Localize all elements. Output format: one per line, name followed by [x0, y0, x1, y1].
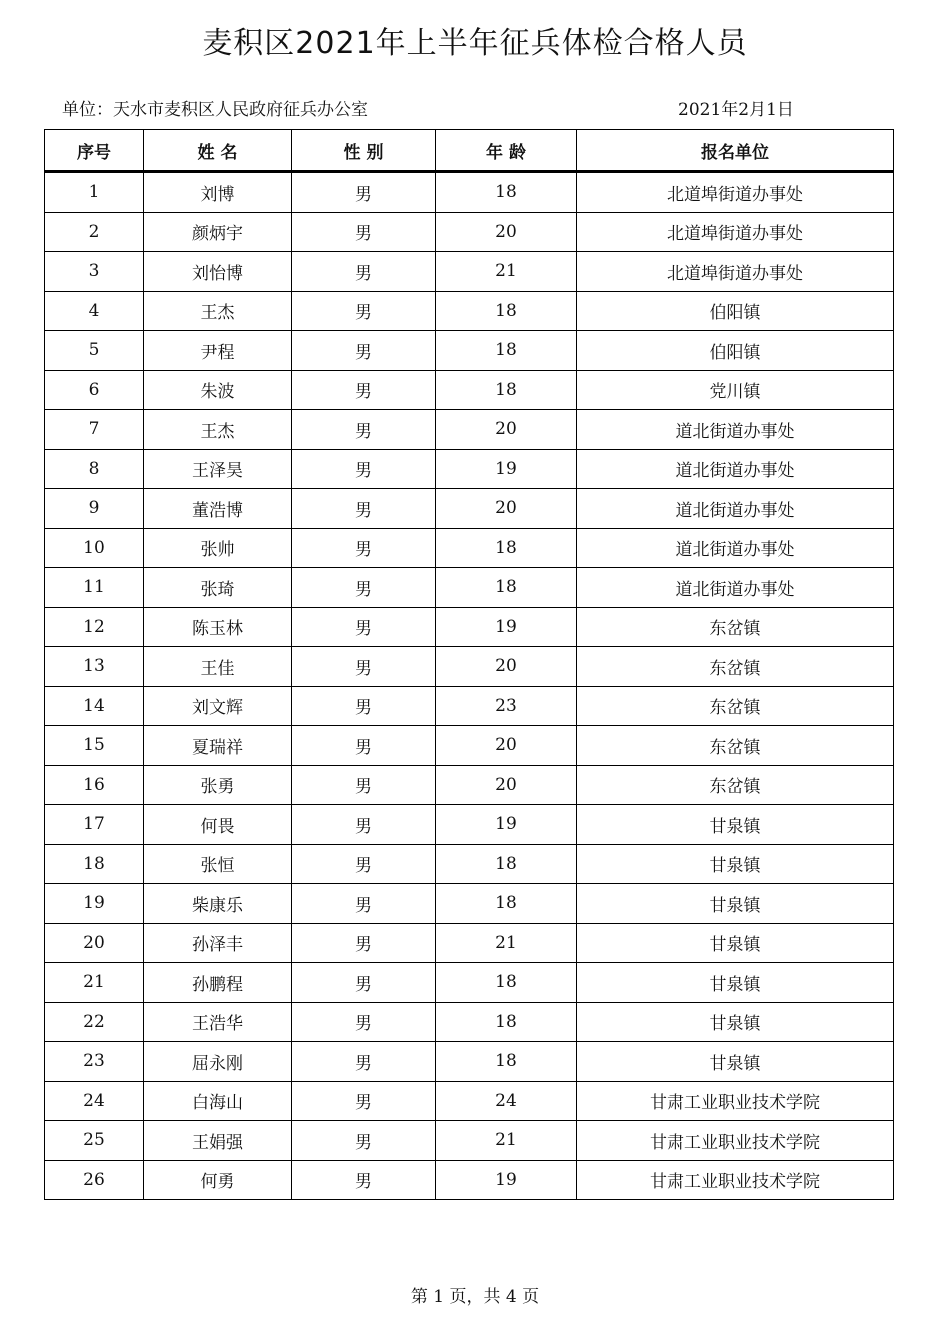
cell-age: 20 — [436, 212, 577, 252]
page-title: 麦积区2021年上半年征兵体检合格人员 — [202, 26, 748, 61]
cell-unit: 东岔镇 — [577, 726, 894, 766]
cell-unit: 东岔镇 — [577, 607, 894, 647]
cell-age: 18 — [436, 884, 577, 924]
cell-index: 14 — [45, 686, 144, 726]
cell-unit: 甘泉镇 — [577, 884, 894, 924]
cell-index: 7 — [45, 410, 144, 450]
cell-name: 何畏 — [144, 805, 292, 845]
table-row — [45, 1042, 894, 1082]
table-row — [45, 726, 894, 766]
table-row — [45, 172, 894, 213]
cell-index: 6 — [45, 370, 144, 410]
cell-index: 25 — [45, 1121, 144, 1161]
cell-gender: 男 — [292, 1042, 436, 1082]
cell-age: 20 — [436, 647, 577, 687]
cell-index: 22 — [45, 1002, 144, 1042]
cell-index: 26 — [45, 1160, 144, 1200]
cell-name: 张勇 — [144, 765, 292, 805]
cell-unit: 道北街道办事处 — [577, 449, 894, 489]
cell-unit: 东岔镇 — [577, 686, 894, 726]
cell-age: 18 — [436, 844, 577, 884]
table-row — [45, 765, 894, 805]
cell-index: 3 — [45, 252, 144, 292]
table-row — [45, 923, 894, 963]
cell-age: 18 — [436, 528, 577, 568]
header-gender: 性 别 — [292, 130, 436, 172]
cell-gender: 男 — [292, 884, 436, 924]
table-row — [45, 607, 894, 647]
cell-age: 21 — [436, 252, 577, 292]
cell-index: 12 — [45, 607, 144, 647]
cell-index: 17 — [45, 805, 144, 845]
cell-index: 1 — [45, 172, 144, 213]
cell-unit: 北道埠街道办事处 — [577, 172, 894, 213]
header-unit: 报名单位 — [577, 130, 894, 172]
cell-index: 11 — [45, 568, 144, 608]
cell-unit: 甘泉镇 — [577, 805, 894, 845]
cell-gender: 男 — [292, 172, 436, 213]
cell-age: 20 — [436, 726, 577, 766]
page-footer: 第 1 页，共 4 页 — [410, 1287, 540, 1307]
cell-gender: 男 — [292, 1160, 436, 1200]
cell-age: 20 — [436, 410, 577, 450]
cell-unit: 甘肃工业职业技术学院 — [577, 1160, 894, 1200]
cell-index: 19 — [45, 884, 144, 924]
table-row — [45, 805, 894, 845]
cell-gender: 男 — [292, 765, 436, 805]
cell-gender: 男 — [292, 252, 436, 292]
cell-index: 20 — [45, 923, 144, 963]
cell-name: 朱波 — [144, 370, 292, 410]
cell-gender: 男 — [292, 568, 436, 608]
cell-name: 陈玉林 — [144, 607, 292, 647]
cell-age: 18 — [436, 370, 577, 410]
cell-index: 16 — [45, 765, 144, 805]
cell-age: 19 — [436, 607, 577, 647]
cell-name: 王佳 — [144, 647, 292, 687]
header-index: 序号 — [45, 130, 144, 172]
cell-name: 孙鹏程 — [144, 963, 292, 1003]
cell-unit: 道北街道办事处 — [577, 528, 894, 568]
cell-name: 王泽昊 — [144, 449, 292, 489]
table-row — [45, 1081, 894, 1121]
cell-name: 王浩华 — [144, 1002, 292, 1042]
cell-name: 王杰 — [144, 291, 292, 331]
cell-name: 颜炳宇 — [144, 212, 292, 252]
cell-age: 21 — [436, 1121, 577, 1161]
cell-unit: 道北街道办事处 — [577, 568, 894, 608]
table-row — [45, 410, 894, 450]
cell-unit: 道北街道办事处 — [577, 410, 894, 450]
table-row — [45, 1002, 894, 1042]
cell-age: 18 — [436, 331, 577, 371]
cell-name: 刘怡博 — [144, 252, 292, 292]
table-header-row — [45, 130, 894, 172]
cell-index: 4 — [45, 291, 144, 331]
cell-unit: 道北街道办事处 — [577, 489, 894, 529]
cell-name: 何勇 — [144, 1160, 292, 1200]
issue-date: 2021年2月1日 — [678, 100, 794, 120]
table-row — [45, 647, 894, 687]
table-row — [45, 1160, 894, 1200]
cell-gender: 男 — [292, 291, 436, 331]
cell-unit: 甘泉镇 — [577, 844, 894, 884]
table-row — [45, 291, 894, 331]
cell-index: 10 — [45, 528, 144, 568]
cell-gender: 男 — [292, 331, 436, 371]
cell-name: 张琦 — [144, 568, 292, 608]
cell-unit: 甘泉镇 — [577, 1042, 894, 1082]
cell-name: 董浩博 — [144, 489, 292, 529]
cell-gender: 男 — [292, 449, 436, 489]
cell-gender: 男 — [292, 963, 436, 1003]
table-row — [45, 1121, 894, 1161]
cell-age: 24 — [436, 1081, 577, 1121]
cell-unit: 东岔镇 — [577, 765, 894, 805]
table-row — [45, 449, 894, 489]
cell-index: 24 — [45, 1081, 144, 1121]
cell-age: 23 — [436, 686, 577, 726]
cell-gender: 男 — [292, 489, 436, 529]
cell-unit: 甘泉镇 — [577, 963, 894, 1003]
cell-gender: 男 — [292, 1081, 436, 1121]
cell-name: 屈永刚 — [144, 1042, 292, 1082]
table-body — [45, 172, 894, 1200]
table-row — [45, 568, 894, 608]
cell-gender: 男 — [292, 607, 436, 647]
cell-gender: 男 — [292, 686, 436, 726]
cell-index: 15 — [45, 726, 144, 766]
cell-age: 18 — [436, 1002, 577, 1042]
cell-unit: 甘泉镇 — [577, 1002, 894, 1042]
cell-unit: 伯阳镇 — [577, 291, 894, 331]
cell-index: 9 — [45, 489, 144, 529]
cell-gender: 男 — [292, 844, 436, 884]
table-row — [45, 884, 894, 924]
cell-age: 18 — [436, 963, 577, 1003]
cell-name: 刘博 — [144, 172, 292, 213]
cell-age: 18 — [436, 291, 577, 331]
cell-age: 19 — [436, 805, 577, 845]
table-row — [45, 489, 894, 529]
cell-name: 张帅 — [144, 528, 292, 568]
cell-unit: 伯阳镇 — [577, 331, 894, 371]
cell-gender: 男 — [292, 528, 436, 568]
cell-name: 白海山 — [144, 1081, 292, 1121]
table-row — [45, 528, 894, 568]
cell-age: 20 — [436, 765, 577, 805]
cell-name: 王杰 — [144, 410, 292, 450]
cell-index: 21 — [45, 963, 144, 1003]
cell-gender: 男 — [292, 1002, 436, 1042]
header-age: 年 龄 — [436, 130, 577, 172]
cell-unit: 党川镇 — [577, 370, 894, 410]
cell-age: 19 — [436, 449, 577, 489]
cell-index: 23 — [45, 1042, 144, 1082]
table-row — [45, 844, 894, 884]
cell-index: 18 — [45, 844, 144, 884]
personnel-table — [44, 129, 894, 1200]
cell-gender: 男 — [292, 805, 436, 845]
table-row — [45, 212, 894, 252]
header-name: 姓 名 — [144, 130, 292, 172]
cell-age: 21 — [436, 923, 577, 963]
table-row — [45, 963, 894, 1003]
cell-name: 柴康乐 — [144, 884, 292, 924]
cell-age: 18 — [436, 568, 577, 608]
cell-name: 张恒 — [144, 844, 292, 884]
cell-index: 8 — [45, 449, 144, 489]
cell-unit: 北道埠街道办事处 — [577, 212, 894, 252]
cell-name: 王娟强 — [144, 1121, 292, 1161]
cell-unit: 甘泉镇 — [577, 923, 894, 963]
cell-unit: 甘肃工业职业技术学院 — [577, 1121, 894, 1161]
table-row — [45, 686, 894, 726]
cell-index: 5 — [45, 331, 144, 371]
issuing-unit: 单位：天水市麦积区人民政府征兵办公室 — [62, 100, 368, 120]
table-row — [45, 370, 894, 410]
cell-gender: 男 — [292, 410, 436, 450]
cell-gender: 男 — [292, 647, 436, 687]
cell-gender: 男 — [292, 1121, 436, 1161]
table-row — [45, 331, 894, 371]
cell-gender: 男 — [292, 923, 436, 963]
table-row — [45, 252, 894, 292]
cell-index: 2 — [45, 212, 144, 252]
cell-unit: 东岔镇 — [577, 647, 894, 687]
cell-age: 18 — [436, 1042, 577, 1082]
cell-unit: 北道埠街道办事处 — [577, 252, 894, 292]
cell-unit: 甘肃工业职业技术学院 — [577, 1081, 894, 1121]
cell-name: 夏瑞祥 — [144, 726, 292, 766]
cell-name: 刘文辉 — [144, 686, 292, 726]
cell-age: 20 — [436, 489, 577, 529]
cell-gender: 男 — [292, 212, 436, 252]
cell-index: 13 — [45, 647, 144, 687]
cell-gender: 男 — [292, 370, 436, 410]
cell-name: 孙泽丰 — [144, 923, 292, 963]
cell-age: 19 — [436, 1160, 577, 1200]
cell-name: 尹程 — [144, 331, 292, 371]
cell-gender: 男 — [292, 726, 436, 766]
cell-age: 18 — [436, 172, 577, 213]
